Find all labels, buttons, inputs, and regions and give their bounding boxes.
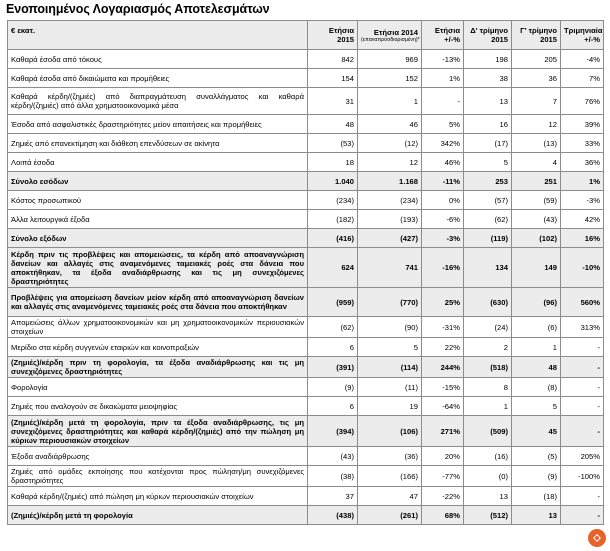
row-label: Ζημιές από ομάδες εκποίησης που κατέχονται προς πώληση/μη συνεχιζόμενες δραστηριότητες — [8, 466, 308, 487]
header-row — [8, 21, 604, 50]
table-row — [8, 338, 604, 357]
row-label: (Ζημιές)/κέρδη μετά τη φορολογία, πριν τα έξοδα αναδιάρθρωσης, τις μη συνεχιζόμενες δραστηριότητες και καθαρά κέρδη/(ζημιές) από την πώληση μη κύριων περιουσιακών στοιχείων — [8, 416, 308, 447]
value-quarterly-change: 313% — [561, 317, 604, 338]
value-q3-2015: 48 — [512, 357, 561, 378]
value-annual-2014: (106) — [358, 416, 422, 447]
table-row — [8, 487, 604, 506]
value-annual-change: -6% — [422, 210, 464, 229]
value-quarterly-change: - — [561, 506, 604, 525]
row-label: Μερίδιο στα κέρδη συγγενών εταιριών και κοινοπραξιών — [8, 338, 308, 357]
table-row — [8, 466, 604, 487]
table-row — [8, 50, 604, 69]
value-annual-change: 271% — [422, 416, 464, 447]
table-row — [8, 153, 604, 172]
row-label: (Ζημιές)/κέρδη πριν τη φορολογία, τα έξοδα αναδιάρθρωσης και τις μη συνεχιζόμενες δραστηριότητες — [8, 357, 308, 378]
value-q3-2015: 205 — [512, 50, 561, 69]
value-annual-2015: 842 — [308, 50, 358, 69]
value-annual-2014: 741 — [358, 248, 422, 288]
value-q4-2015: (24) — [464, 317, 512, 338]
value-annual-2014: 1 — [358, 88, 422, 115]
income-statement-table — [7, 20, 604, 525]
value-q4-2015: 253 — [464, 172, 512, 191]
value-q4-2015: 2 — [464, 338, 512, 357]
value-annual-2014: (114) — [358, 357, 422, 378]
value-q3-2015: 36 — [512, 69, 561, 88]
value-annual-2014: 969 — [358, 50, 422, 69]
value-q4-2015: (512) — [464, 506, 512, 525]
header-q3-2015: Γ' τρίμηνο 2015 — [512, 21, 561, 50]
table-row — [8, 397, 604, 416]
value-annual-2014: (770) — [358, 288, 422, 317]
value-annual-2014: 12 — [358, 153, 422, 172]
value-annual-change: -16% — [422, 248, 464, 288]
value-annual-2015: (43) — [308, 447, 358, 466]
value-q4-2015: (62) — [464, 210, 512, 229]
table-row — [8, 357, 604, 378]
value-annual-change: -11% — [422, 172, 464, 191]
row-label: Κόστος προσωπικού — [8, 191, 308, 210]
value-annual-change: 20% — [422, 447, 464, 466]
table-row — [8, 447, 604, 466]
value-annual-2015: (391) — [308, 357, 358, 378]
value-q4-2015: (630) — [464, 288, 512, 317]
row-label: Καθαρά έσοδα από τόκους — [8, 50, 308, 69]
table-row — [8, 248, 604, 288]
value-q4-2015: (0) — [464, 466, 512, 487]
row-label: Προβλέψεις για απομείωση δανείων μείον κέρδη από αποαναγνώριση δανείων και αλλαγές στις αναμενόμενες ταμειακές ροές στα δάνεια που αποκτήθηκαν — [8, 288, 308, 317]
value-q4-2015: (119) — [464, 229, 512, 248]
value-annual-2015: (234) — [308, 191, 358, 210]
value-annual-2015: (182) — [308, 210, 358, 229]
value-annual-change: -64% — [422, 397, 464, 416]
header-annual-change: Ετήσια +/-% — [422, 21, 464, 50]
value-q3-2015: (8) — [512, 378, 561, 397]
value-annual-2015: 6 — [308, 338, 358, 357]
value-q3-2015: 45 — [512, 416, 561, 447]
table-row — [8, 134, 604, 153]
value-annual-2015: (438) — [308, 506, 358, 525]
table-row — [8, 416, 604, 447]
value-quarterly-change: - — [561, 378, 604, 397]
value-q3-2015: (59) — [512, 191, 561, 210]
row-label: Άλλα λειτουργικά έξοδα — [8, 210, 308, 229]
value-quarterly-change: - — [561, 338, 604, 357]
value-q4-2015: 5 — [464, 153, 512, 172]
row-label: Φορολογία — [8, 378, 308, 397]
value-quarterly-change: 205% — [561, 447, 604, 466]
row-label: Σύνολο εσόδων — [8, 172, 308, 191]
value-q4-2015: 1 — [464, 397, 512, 416]
value-annual-change: - — [422, 88, 464, 115]
value-q3-2015: 5 — [512, 397, 561, 416]
value-q3-2015: (9) — [512, 466, 561, 487]
value-annual-2015: 6 — [308, 397, 358, 416]
value-quarterly-change: -3% — [561, 191, 604, 210]
value-quarterly-change: 42% — [561, 210, 604, 229]
value-q3-2015: 12 — [512, 115, 561, 134]
value-annual-change: -31% — [422, 317, 464, 338]
value-annual-2014: (261) — [358, 506, 422, 525]
value-quarterly-change: 33% — [561, 134, 604, 153]
table-row — [8, 506, 604, 525]
page-title: Ενοποιημένος Λογαριασμός Αποτελεσμάτων — [6, 2, 270, 16]
header-quarterly-change: Τριμηνιαία +/-% — [561, 21, 604, 50]
value-annual-2015: 18 — [308, 153, 358, 172]
row-label: Ζημιές από επανεκτίμηση και διάθεση επενδύσεων σε ακίνητα — [8, 134, 308, 153]
value-annual-2015: (9) — [308, 378, 358, 397]
value-q4-2015: (17) — [464, 134, 512, 153]
value-q3-2015: 13 — [512, 506, 561, 525]
value-quarterly-change: -10% — [561, 248, 604, 288]
value-annual-change: -77% — [422, 466, 464, 487]
header-q4-2015: Δ' τρίμηνο 2015 — [464, 21, 512, 50]
value-quarterly-change: -4% — [561, 50, 604, 69]
row-label: Κέρδη πριν τις προβλέψεις και απομειώσεις, τα κέρδη από αποαναγνώριση δανείων και αλλαγές στις αναμενόμενες ταμειακές ροές στα δάνεια που αποκτήθηκαν, τα έξοδα αναδιάρθρωσης και τις μη συνεχιζόμενες δραστηριότητες — [8, 248, 308, 288]
table-row — [8, 172, 604, 191]
value-q3-2015: (43) — [512, 210, 561, 229]
value-q4-2015: (509) — [464, 416, 512, 447]
value-q4-2015: 198 — [464, 50, 512, 69]
value-q4-2015: 8 — [464, 378, 512, 397]
header-annual-2015: Ετήσια 2015 — [308, 21, 358, 50]
value-annual-change: -22% — [422, 487, 464, 506]
value-annual-2015: 624 — [308, 248, 358, 288]
row-label: Καθαρά κέρδη/(ζημιές) από πώληση μη κύριων περιουσιακών στοιχείων — [8, 487, 308, 506]
table-row — [8, 69, 604, 88]
value-annual-2015: (394) — [308, 416, 358, 447]
value-q3-2015: 251 — [512, 172, 561, 191]
row-label: Έξοδα αναδιάρθρωσης — [8, 447, 308, 466]
value-annual-change: 0% — [422, 191, 464, 210]
header-annual-2014-label: Ετήσια 2014 — [373, 27, 418, 37]
value-q4-2015: (16) — [464, 447, 512, 466]
value-quarterly-change: -100% — [561, 466, 604, 487]
value-annual-2014: (36) — [358, 447, 422, 466]
row-label: Λοιπά έσοδα — [8, 153, 308, 172]
value-q3-2015: (13) — [512, 134, 561, 153]
value-annual-2015: (62) — [308, 317, 358, 338]
value-annual-change: 1% — [422, 69, 464, 88]
value-annual-change: -15% — [422, 378, 464, 397]
value-q3-2015: 149 — [512, 248, 561, 288]
value-quarterly-change: 76% — [561, 88, 604, 115]
logo-mark-icon — [587, 528, 607, 548]
value-annual-2014: 46 — [358, 115, 422, 134]
header-annual-2014-note: (επαναπροσδιορισμένη)* — [361, 36, 420, 43]
value-annual-change: 46% — [422, 153, 464, 172]
table-row — [8, 210, 604, 229]
value-q3-2015: 4 — [512, 153, 561, 172]
row-label: Σύνολο εξόδων — [8, 229, 308, 248]
value-annual-2014: 47 — [358, 487, 422, 506]
value-annual-2015: 48 — [308, 115, 358, 134]
value-q3-2015: (18) — [512, 487, 561, 506]
value-q4-2015: 13 — [464, 487, 512, 506]
value-annual-change: 244% — [422, 357, 464, 378]
value-q4-2015: (57) — [464, 191, 512, 210]
table-row — [8, 317, 604, 338]
value-q4-2015: 38 — [464, 69, 512, 88]
income-statement-table-wrap — [7, 20, 603, 541]
value-q3-2015: (96) — [512, 288, 561, 317]
value-annual-2014: 152 — [358, 69, 422, 88]
value-quarterly-change: - — [561, 416, 604, 447]
value-annual-change: 5% — [422, 115, 464, 134]
value-annual-2015: (416) — [308, 229, 358, 248]
table-row — [8, 288, 604, 317]
row-label: Ζημιές που αναλογούν σε δικαιώματα μειοψηφίας — [8, 397, 308, 416]
value-quarterly-change: 36% — [561, 153, 604, 172]
row-label: Έσοδα από ασφαλιστικές δραστηριότητες μείον απαιτήσεις και προμήθειες — [8, 115, 308, 134]
value-annual-2014: 19 — [358, 397, 422, 416]
header-annual-2014 — [358, 21, 422, 50]
value-annual-change: 25% — [422, 288, 464, 317]
value-q4-2015: 13 — [464, 88, 512, 115]
value-q3-2015: 1 — [512, 338, 561, 357]
value-annual-change: 22% — [422, 338, 464, 357]
row-label: (Ζημιές)/κέρδη μετά τη φορολογία — [8, 506, 308, 525]
value-annual-2014: (193) — [358, 210, 422, 229]
value-annual-2014: 1.168 — [358, 172, 422, 191]
value-annual-2015: 37 — [308, 487, 358, 506]
table-body — [8, 50, 604, 525]
value-annual-2014: (90) — [358, 317, 422, 338]
value-annual-2014: (11) — [358, 378, 422, 397]
value-quarterly-change: - — [561, 487, 604, 506]
row-label: Καθαρά κέρδη/(ζημιές) από διαπραγμάτευση συναλλάγματος και καθαρά κέρδη/(ζημιές) από άλλα χρηματοοικονομικά μέσα — [8, 88, 308, 115]
header-currency: € εκατ. — [8, 21, 308, 50]
value-quarterly-change: 560% — [561, 288, 604, 317]
table-row — [8, 378, 604, 397]
value-annual-2015: 1.040 — [308, 172, 358, 191]
value-annual-2014: (12) — [358, 134, 422, 153]
value-annual-2014: (234) — [358, 191, 422, 210]
value-annual-change: -3% — [422, 229, 464, 248]
value-annual-2014: (427) — [358, 229, 422, 248]
value-quarterly-change: 1% — [561, 172, 604, 191]
value-q4-2015: 16 — [464, 115, 512, 134]
value-annual-2015: (959) — [308, 288, 358, 317]
value-annual-2015: (38) — [308, 466, 358, 487]
value-quarterly-change: 7% — [561, 69, 604, 88]
value-q4-2015: 134 — [464, 248, 512, 288]
value-q3-2015: (102) — [512, 229, 561, 248]
value-quarterly-change: - — [561, 397, 604, 416]
table-row — [8, 191, 604, 210]
row-label: Απομειώσεις άλλων χρηματοοικονομικών και μη χρηματοοικονομικών περιουσιακών στοιχείων — [8, 317, 308, 338]
value-q4-2015: (518) — [464, 357, 512, 378]
value-annual-change: 68% — [422, 506, 464, 525]
value-q3-2015: (6) — [512, 317, 561, 338]
value-annual-2014: 5 — [358, 338, 422, 357]
value-annual-2015: 154 — [308, 69, 358, 88]
value-quarterly-change: 16% — [561, 229, 604, 248]
value-quarterly-change: - — [561, 357, 604, 378]
table-row — [8, 115, 604, 134]
value-q3-2015: 7 — [512, 88, 561, 115]
table-row — [8, 88, 604, 115]
row-label: Καθαρά έσοδα από δικαιώματα και προμήθειες — [8, 69, 308, 88]
value-annual-change: -13% — [422, 50, 464, 69]
table-row — [8, 229, 604, 248]
value-annual-2015: 31 — [308, 88, 358, 115]
value-annual-2015: (53) — [308, 134, 358, 153]
value-annual-change: 342% — [422, 134, 464, 153]
value-annual-2014: (166) — [358, 466, 422, 487]
value-quarterly-change: 39% — [561, 115, 604, 134]
value-q3-2015: (5) — [512, 447, 561, 466]
